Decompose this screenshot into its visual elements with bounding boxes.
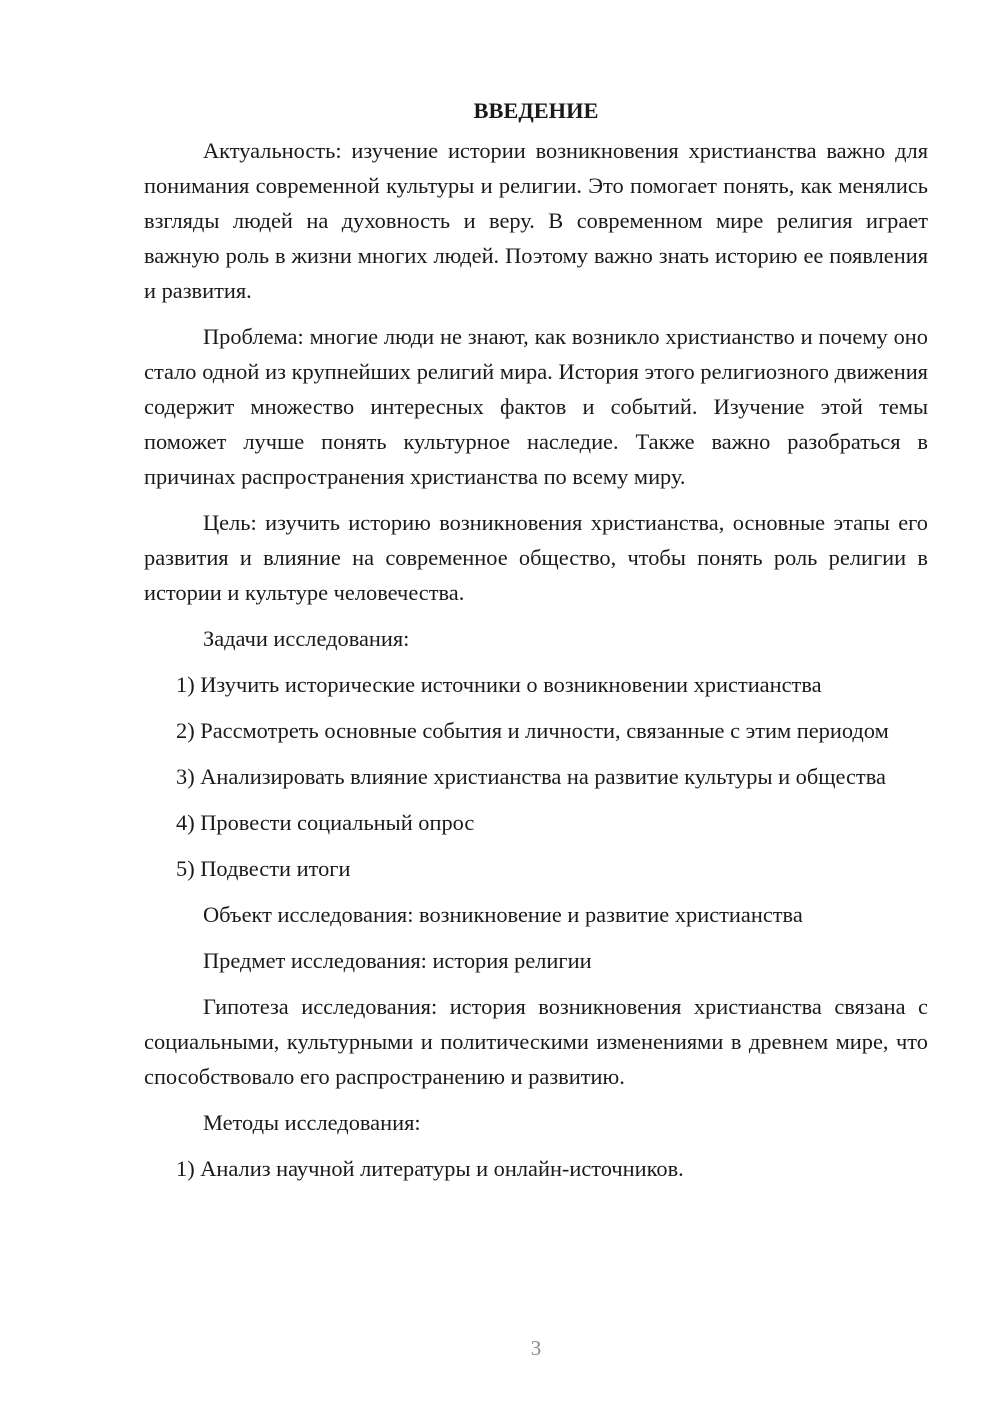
task-item: 5) Подвести итоги — [176, 856, 351, 881]
relevance-paragraph: Актуальность: изучение истории возникновения христианства важно для понимания современной культуры и религии. Это помогает понять, как менялись взгляды людей на духовность и веру. В современном мире религия играет важную роль в жизни многих людей. Поэтому важно знать историю ее появления и развития. — [144, 138, 928, 303]
page-number: 3 — [530, 1336, 542, 1360]
goal-paragraph: Цель: изучить историю возникновения христианства, основные этапы его развития и влияние на современное общество, чтобы понять роль религии в истории и культуре человечества. — [144, 510, 928, 605]
method-item: 1) Анализ научной литературы и онлайн-источников. — [176, 1156, 684, 1181]
hypothesis-paragraph: Гипотеза исследования: история возникновения христианства связана с социальными, культурными и политическими изменениями в древнем мире, что способствовало его распространению и развитию. — [144, 994, 928, 1089]
research-object: Объект исследования: возникновение и развитие христианства — [203, 902, 803, 927]
task-item: 3) Анализировать влияние христианства на развитие культуры и общества — [176, 764, 886, 789]
task-item: 2) Рассмотреть основные события и личности, связанные с этим периодом — [176, 718, 889, 743]
problem-paragraph: Проблема: многие люди не знают, как возникло христианство и почему оно стало одной из крупнейших религий мира. История этого религиозного движения содержит множество интересных фактов и событий. Изучение этой темы поможет лучше понять культурное наследие. Также важно разобраться в причинах распространения христианства по всему миру. — [144, 324, 928, 489]
page-content — [144, 93, 928, 1186]
tasks-heading: Задачи исследования: — [203, 626, 410, 651]
section-title: ВВЕДЕНИЕ — [473, 98, 599, 123]
research-subject: Предмет исследования: история религии — [203, 948, 592, 973]
task-item: 4) Провести социальный опрос — [176, 810, 475, 835]
methods-heading: Методы исследования: — [203, 1110, 421, 1135]
task-item: 1) Изучить исторические источники о возникновении христианства — [176, 672, 822, 697]
